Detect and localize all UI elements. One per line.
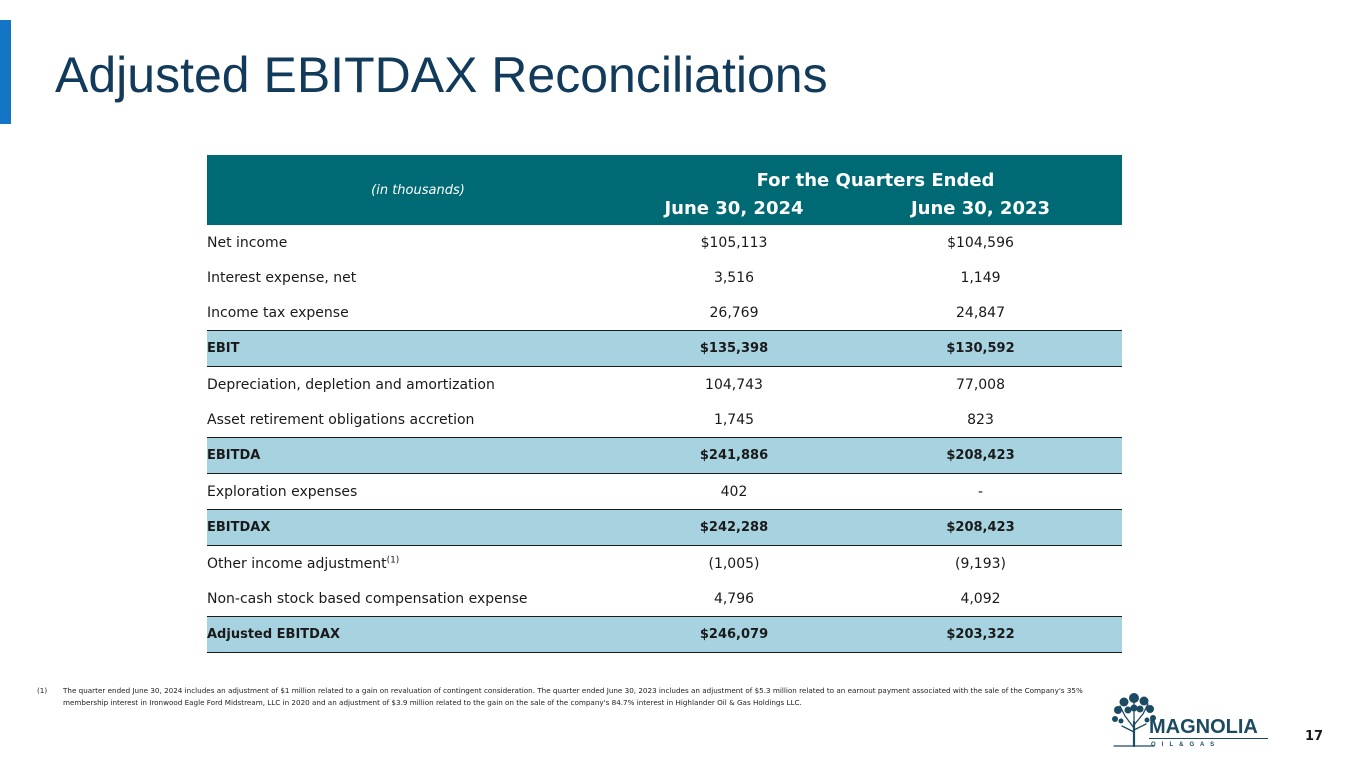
value-2023: $208,423 (839, 438, 1122, 474)
logo-rule (1149, 738, 1268, 739)
row-label: Exploration expenses (207, 483, 358, 500)
value-2024: 1,745 (713, 411, 755, 428)
magnolia-logo (1104, 688, 1272, 748)
row-label: EBITDA (207, 438, 629, 474)
logo-wordmark: MAGNOLIA (1149, 716, 1258, 738)
value-2024: $135,398 (629, 331, 839, 367)
value-2023: 24,847 (956, 304, 1005, 321)
subtotal-row-ebit (207, 331, 1122, 367)
value-2023: 823 (967, 411, 994, 428)
row-label: EBIT (207, 331, 629, 367)
value-2024: 3,516 (713, 269, 755, 286)
subtotal-row-ebitda (207, 438, 1122, 474)
value-2024: 26,769 (709, 304, 759, 321)
subtotal-row-adjusted-ebitdax (207, 617, 1122, 653)
row-label: Non-cash stock based compensation expense (207, 590, 528, 607)
accent-bar (0, 20, 11, 124)
value-2024: 104,743 (705, 376, 763, 393)
table-row (207, 225, 1122, 260)
footnote-text: The quarter ended June 30, 2024 includes an adjustment of $1 million related to a gain on revaluation of contingent consideration. The quarter ended June 30, 2023 includes an adjustment of $5.3 million related to an earnout payment associated with the sale of the Company's 35% membership interest in Ironwood Eagle Ford Midstream, LLC in 2020 and an adjustment of $3.9 million related to the gain on the sale of the company's 84.7% interest in Highlander Oil & Gas Holdings LLC. (63, 686, 1083, 707)
footnote-marker: (1) (37, 686, 48, 695)
period-header-2023: June 30, 2023 (839, 191, 1122, 225)
table-row (207, 546, 1122, 582)
table-row (207, 581, 1122, 617)
row-label: Depreciation, depletion and amortization (207, 376, 495, 393)
footnote-ref: (1) (386, 554, 400, 565)
footnote (37, 685, 1097, 709)
value-2024: $105,113 (700, 234, 768, 251)
value-2023: 77,008 (956, 376, 1005, 393)
value-2024: 402 (720, 483, 748, 500)
row-label: Asset retirement obligations accretion (207, 411, 475, 428)
units-label: (in thousands) (207, 155, 629, 225)
page-number: 17 (1305, 729, 1324, 744)
logo-tagline: O I L & G A S (1151, 742, 1217, 748)
value-2024: 4,796 (713, 590, 755, 607)
value-2024: $241,886 (629, 438, 839, 474)
row-label: EBITDAX (207, 510, 629, 546)
value-2024: (1,005) (708, 555, 760, 572)
value-2023: - (977, 483, 984, 500)
period-header-2024: June 30, 2024 (629, 191, 839, 225)
table-row (207, 474, 1122, 510)
value-2023: $104,596 (947, 234, 1014, 251)
row-label-with-footnote (207, 546, 629, 582)
table-row (207, 295, 1122, 331)
value-2023: $208,423 (839, 510, 1122, 546)
table-row (207, 260, 1122, 295)
row-label: Net income (207, 234, 288, 251)
value-2023: 4,092 (960, 590, 1001, 607)
row-label: Other income adjustment (207, 555, 387, 572)
value-2023: (9,193) (954, 555, 1006, 572)
value-2024: $246,079 (629, 617, 839, 653)
table-row (207, 367, 1122, 403)
row-label: Adjusted EBITDAX (207, 617, 629, 653)
reconciliation-table (207, 155, 1122, 653)
value-2023: 1,149 (960, 269, 1001, 286)
row-label: Interest expense, net (207, 269, 357, 286)
subtotal-row-ebitdax (207, 510, 1122, 546)
group-header: For the Quarters Ended (629, 155, 1122, 191)
row-label: Income tax expense (207, 304, 349, 321)
table-row (207, 402, 1122, 438)
page-title: Adjusted EBITDAX Reconciliations (55, 47, 828, 103)
value-2024: $242,288 (629, 510, 839, 546)
value-2023: $203,322 (839, 617, 1122, 653)
value-2023: $130,592 (839, 331, 1122, 367)
